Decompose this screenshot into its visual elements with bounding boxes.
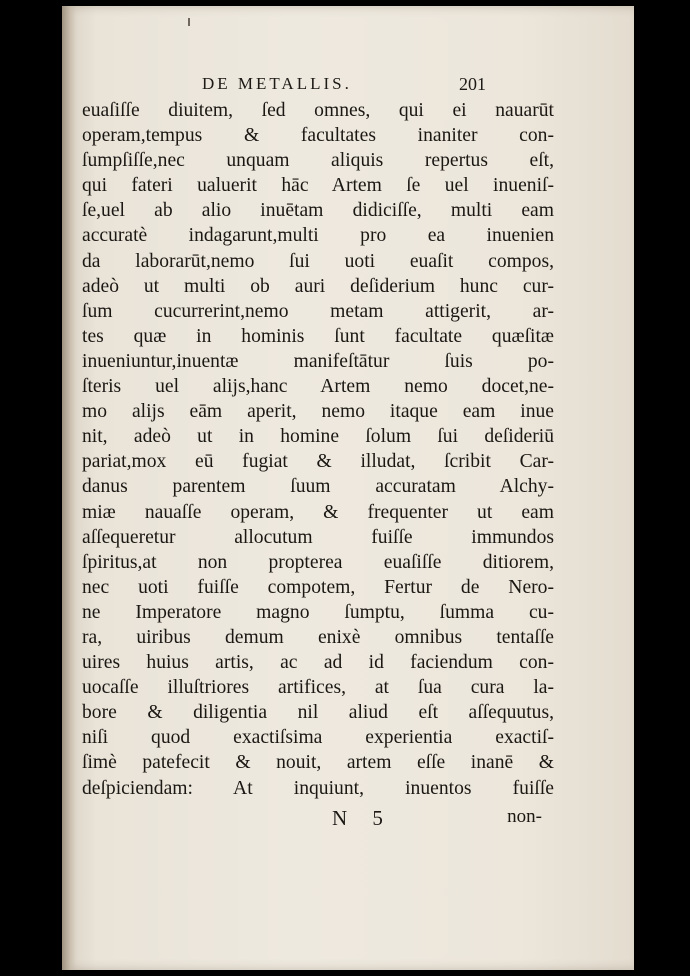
text-line: ſteris uel alijs,hanc Artem nemo docet,ne-: [82, 376, 554, 398]
text-line: uires huius artis, ac ad id faciendum con-: [82, 652, 554, 674]
text-line: miæ nauaſſe operam, & frequenter ut eam: [82, 501, 554, 523]
text-line: ſum cucurrerint,nemo metam attigerit, ar-: [82, 300, 554, 322]
running-head: [62, 74, 634, 100]
text-line: adeò ut multi ob auri deſiderium hunc cur-: [82, 275, 554, 297]
text-line: aſſequeretur allocutum fuiſſe immundos: [82, 526, 554, 548]
catchword: non-: [507, 806, 542, 827]
body-text: [82, 98, 554, 801]
text-line: mo alijs eām aperit, nemo itaque eam inue: [82, 401, 554, 423]
text-line: operam,tempus & facultates inaniter con-: [82, 125, 554, 147]
text-line: inueniuntur,inuentæ manifeſtātur ſuis po-: [82, 350, 554, 372]
text-line: ne Imperatore magno ſumptu, ſumma cu-: [82, 601, 554, 623]
ink-speck: [188, 18, 190, 26]
text-line: bore & diligentia nil aliud eſt aſſequutus,: [82, 702, 554, 724]
text-line: ſimè patefecit & nouit, artem eſſe inanē &: [82, 752, 554, 774]
text-line: deſpiciendam: At inquiunt, inuentos fuiſſe: [82, 777, 554, 799]
text-line: nec uoti fuiſſe compotem, Fertur de Nero-: [82, 576, 554, 598]
text-line: niſi quod exactiſsima experientia exactiſ-: [82, 727, 554, 749]
text-line: qui fateri ualuerit hāc Artem ſe uel inueniſ-: [82, 175, 554, 197]
text-line: danus parentem ſuum accuratam Alchy-: [82, 476, 554, 498]
text-line: pariat,mox eū fugiat & illudat, ſcribit Car-: [82, 451, 554, 473]
text-line: tes quæ in hominis ſunt facultate quæſitæ: [82, 325, 554, 347]
text-line: ſumpſiſſe,nec unquam aliquis repertus eſt,: [82, 150, 554, 172]
text-line: ſpiritus,at non propterea euaſiſſe ditiorem,: [82, 551, 554, 573]
text-line: da laborarūt,nemo ſui uoti euaſit compos,: [82, 250, 554, 272]
text-line: accuratè indagarunt,multi pro ea inuenien: [82, 225, 554, 247]
signature-mark: N 5: [332, 806, 393, 830]
text-line: ſe,uel ab alio inuētam didiciſſe, multi eam: [82, 200, 554, 222]
text-line: ra, uiribus demum enixè omnibus tentaſſe: [82, 626, 554, 648]
running-head-title: DE METALLIS.: [202, 74, 352, 93]
page-number: 201: [459, 74, 486, 94]
page-footer: [62, 806, 634, 834]
book-page: [62, 6, 634, 970]
text-line: nit, adeò ut in homine ſolum ſui deſideriū: [82, 426, 554, 448]
text-line: uocaſſe illuſtriores artifices, at ſua cura la-: [82, 677, 554, 699]
text-line: euaſiſſe diuitem, ſed omnes, qui ei nauarūt: [82, 100, 554, 121]
